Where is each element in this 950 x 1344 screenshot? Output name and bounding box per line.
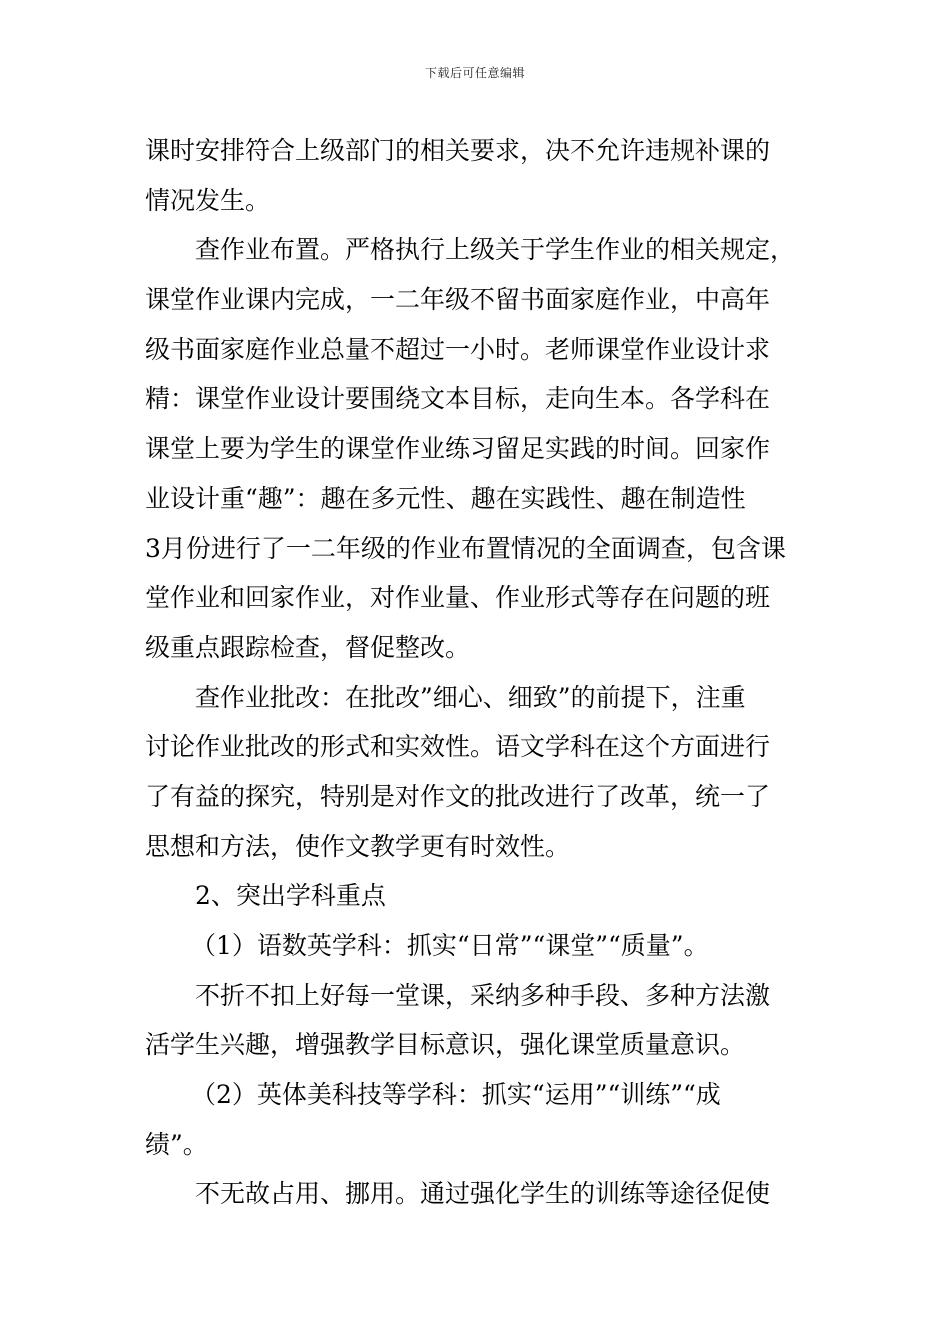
text-line: 精：课堂作业设计要围绕文本目标，走向生本。各学科在 (145, 384, 771, 414)
text-line: 绩”。 (145, 1129, 208, 1159)
text-line: 情况发生。 (145, 185, 271, 215)
text-line: 堂作业和回家作业，对作业量、作业形式等存在问题的班 (145, 583, 771, 613)
document-body (145, 126, 809, 1219)
text-line: 课堂上要为学生的课堂作业练习留足实践的时间。回家作 (145, 434, 771, 464)
page-header: 下载后可任意编辑 (424, 66, 525, 80)
text-line: 思想和方法，使作文教学更有时效性。 (145, 831, 571, 861)
text-line: 不无故占用、挪用。通过强化学生的训练等途径促使 (195, 1179, 771, 1209)
text-line: 业设计重“趣”：趣在多元性、趣在实践性、趣在制造性 (145, 483, 746, 513)
text-line: 讨论作业批改的形式和实效性。语文学科在这个方面进行 (145, 732, 771, 762)
text-line: 级重点跟踪检查，督促整改。 (145, 632, 471, 662)
text-line: 不折不扣上好每一堂课，采纳多种手段、多种方法激 (195, 980, 771, 1010)
text-line: （1）语数英学科：抓实“日常”“课堂”“质量”。 (191, 931, 709, 960)
text-line: 2、突出学科重点 (195, 881, 386, 911)
text-line: 了有益的探究，特别是对作文的批改进行了改革，统一了 (145, 781, 771, 811)
text-line: 查作业批改：在批改”细心、细致”的前提下，注重 (195, 682, 746, 712)
text-line: 3月份进行了一二年级的作业布置情况的全面调查，包含课 (145, 533, 786, 563)
text-line: （2）英体美科技等学科：抓实“运用”“训练”“成 (191, 1080, 721, 1110)
text-line: 活学生兴趣，增强教学目标意识，强化课堂质量意识。 (145, 1030, 746, 1060)
text-line: 课堂作业课内完成，一二年级不留书面家庭作业，中高年 (145, 285, 771, 315)
text-line: 级书面家庭作业总量不超过一小时。老师课堂作业设计求 (145, 334, 771, 364)
text-line: 课时安排符合上级部门的相关要求，决不允许违规补课的 (145, 136, 771, 165)
text-line: 查作业布置。严格执行上级关于学生作业的相关规定， (195, 235, 796, 265)
